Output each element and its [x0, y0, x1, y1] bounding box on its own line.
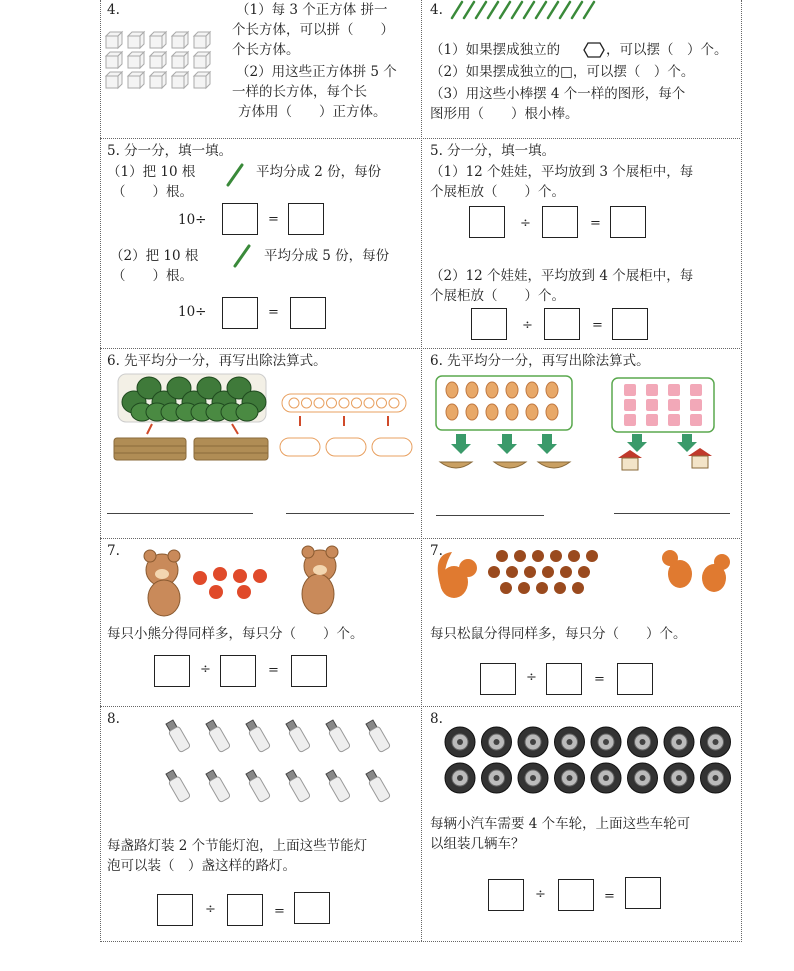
answer-box[interactable]	[222, 203, 258, 235]
answer-box[interactable]	[227, 894, 263, 926]
equals-sign: =	[590, 216, 601, 231]
question-number: 7.	[430, 543, 443, 559]
question-text: （ ）根。	[112, 184, 193, 200]
answer-box[interactable]	[471, 308, 507, 340]
question-number: 8.	[107, 711, 120, 727]
equals-sign: =	[594, 672, 605, 687]
equals-sign: =	[604, 889, 615, 904]
question-text: 一样的长方体，每个长	[232, 84, 367, 100]
stick-icon	[232, 244, 252, 268]
question-text: （1）如果摆成独立的	[430, 42, 561, 58]
question-number: 7.	[107, 543, 120, 559]
question-number: 4.	[430, 2, 443, 18]
answer-line[interactable]	[436, 515, 544, 516]
divide-sign: ÷	[205, 902, 216, 917]
row-divider	[100, 138, 740, 139]
equals-sign: =	[274, 904, 285, 919]
watermelon-division-image	[112, 372, 272, 464]
answer-line[interactable]	[286, 513, 414, 514]
squirrels-and-nuts-image	[432, 544, 738, 604]
question-text: 每只小熊分得同样多，每只分（ ）个。	[107, 626, 364, 642]
question-title: 6. 先平均分一分，再写出除法算式。	[430, 353, 650, 369]
cube-grid-image	[106, 32, 218, 96]
question-text: （1）每 3 个正方体 拼一	[236, 2, 388, 18]
question-text: 每只松鼠分得同样多，每只分（ ）个。	[430, 626, 687, 642]
question-text: （2）12 个娃娃，平均放到 4 个展柜中，每	[430, 268, 694, 284]
question-text: 个展柜放（ ）个。	[430, 184, 565, 200]
divide-sign: ÷	[522, 318, 533, 333]
answer-box[interactable]	[157, 894, 193, 926]
answer-box[interactable]	[291, 655, 327, 687]
answer-line[interactable]	[614, 513, 730, 514]
question-text: （ ）根。	[112, 268, 193, 284]
equals-sign: =	[592, 318, 603, 333]
question-number: 8.	[430, 711, 443, 727]
question-text: 方体用（ ）正方体。	[238, 104, 387, 120]
answer-box[interactable]	[544, 308, 580, 340]
sticks-image	[450, 0, 600, 20]
circles-division-image	[278, 392, 414, 462]
question-text: 个长方体。	[232, 42, 300, 58]
equation-prefix: 10÷	[178, 304, 207, 320]
answer-box[interactable]	[222, 297, 258, 329]
row-divider	[100, 706, 740, 707]
question-title: 5. 分一分，填一填。	[107, 143, 233, 159]
question-text: 泡可以装（ ）盏这样的路灯。	[107, 858, 296, 874]
divide-sign: ÷	[200, 662, 211, 677]
question-text: （2）用这些正方体拼 5 个	[236, 64, 397, 80]
dolls-division-image	[608, 374, 720, 474]
question-title: 5. 分一分，填一填。	[430, 143, 556, 159]
answer-box[interactable]	[542, 206, 578, 238]
light-bulbs-image	[160, 718, 400, 818]
answer-box[interactable]	[610, 206, 646, 238]
hexagon-icon	[584, 42, 604, 58]
equals-sign: =	[268, 663, 279, 678]
answer-box[interactable]	[480, 663, 516, 695]
question-title: 6. 先平均分一分，再写出除法算式。	[107, 353, 327, 369]
answer-box[interactable]	[546, 663, 582, 695]
answer-box[interactable]	[612, 308, 648, 340]
question-number: 4.	[107, 2, 120, 18]
question-text: （2）把 10 根	[110, 248, 199, 264]
car-wheels-image	[446, 726, 732, 796]
question-text: 每盏路灯装 2 个节能灯泡，上面这些节能灯	[107, 838, 368, 854]
row-divider	[100, 538, 740, 539]
answer-box[interactable]	[617, 663, 653, 695]
question-text: （2）如果摆成独立的□，可以摆（ ）个。	[430, 64, 695, 80]
row-divider	[100, 348, 740, 349]
eggs-division-image	[434, 374, 576, 478]
answer-box[interactable]	[220, 655, 256, 687]
bear-and-apples-image	[140, 548, 350, 620]
question-text: 平均分成 2 份，每份	[256, 164, 382, 180]
answer-box[interactable]	[625, 877, 661, 909]
question-text: 个展柜放（ ）个。	[430, 288, 565, 304]
answer-box[interactable]	[469, 206, 505, 238]
question-text: 每辆小汽车需要 4 个车轮，上面这些车轮可	[430, 816, 691, 832]
question-text: 个长方体，可以拼（ ）	[232, 22, 394, 38]
question-text: （1）12 个娃娃，平均放到 3 个展柜中，每	[430, 164, 694, 180]
question-text: 以组装几辆车？	[430, 836, 525, 852]
answer-box[interactable]	[294, 892, 330, 924]
question-text: 图形用（ ）根小棒。	[430, 106, 579, 122]
answer-line[interactable]	[107, 513, 253, 514]
equals-sign: =	[268, 305, 279, 320]
question-text: ，可以摆（ ）个。	[606, 42, 728, 58]
question-text: 平均分成 5 份，每份	[264, 248, 390, 264]
question-text: （3）用这些小棒摆 4 个一样的图形，每个	[430, 86, 686, 102]
answer-box[interactable]	[558, 879, 594, 911]
equals-sign: =	[268, 212, 279, 227]
answer-box[interactable]	[488, 879, 524, 911]
column-divider	[421, 0, 422, 941]
answer-box[interactable]	[290, 297, 326, 329]
answer-box[interactable]	[154, 655, 190, 687]
divide-sign: ÷	[535, 887, 546, 902]
stick-icon	[225, 163, 245, 187]
question-text: （1）把 10 根	[107, 164, 196, 180]
answer-box[interactable]	[288, 203, 324, 235]
equation-prefix: 10÷	[178, 212, 207, 228]
divide-sign: ÷	[520, 216, 531, 231]
divide-sign: ÷	[526, 670, 537, 685]
